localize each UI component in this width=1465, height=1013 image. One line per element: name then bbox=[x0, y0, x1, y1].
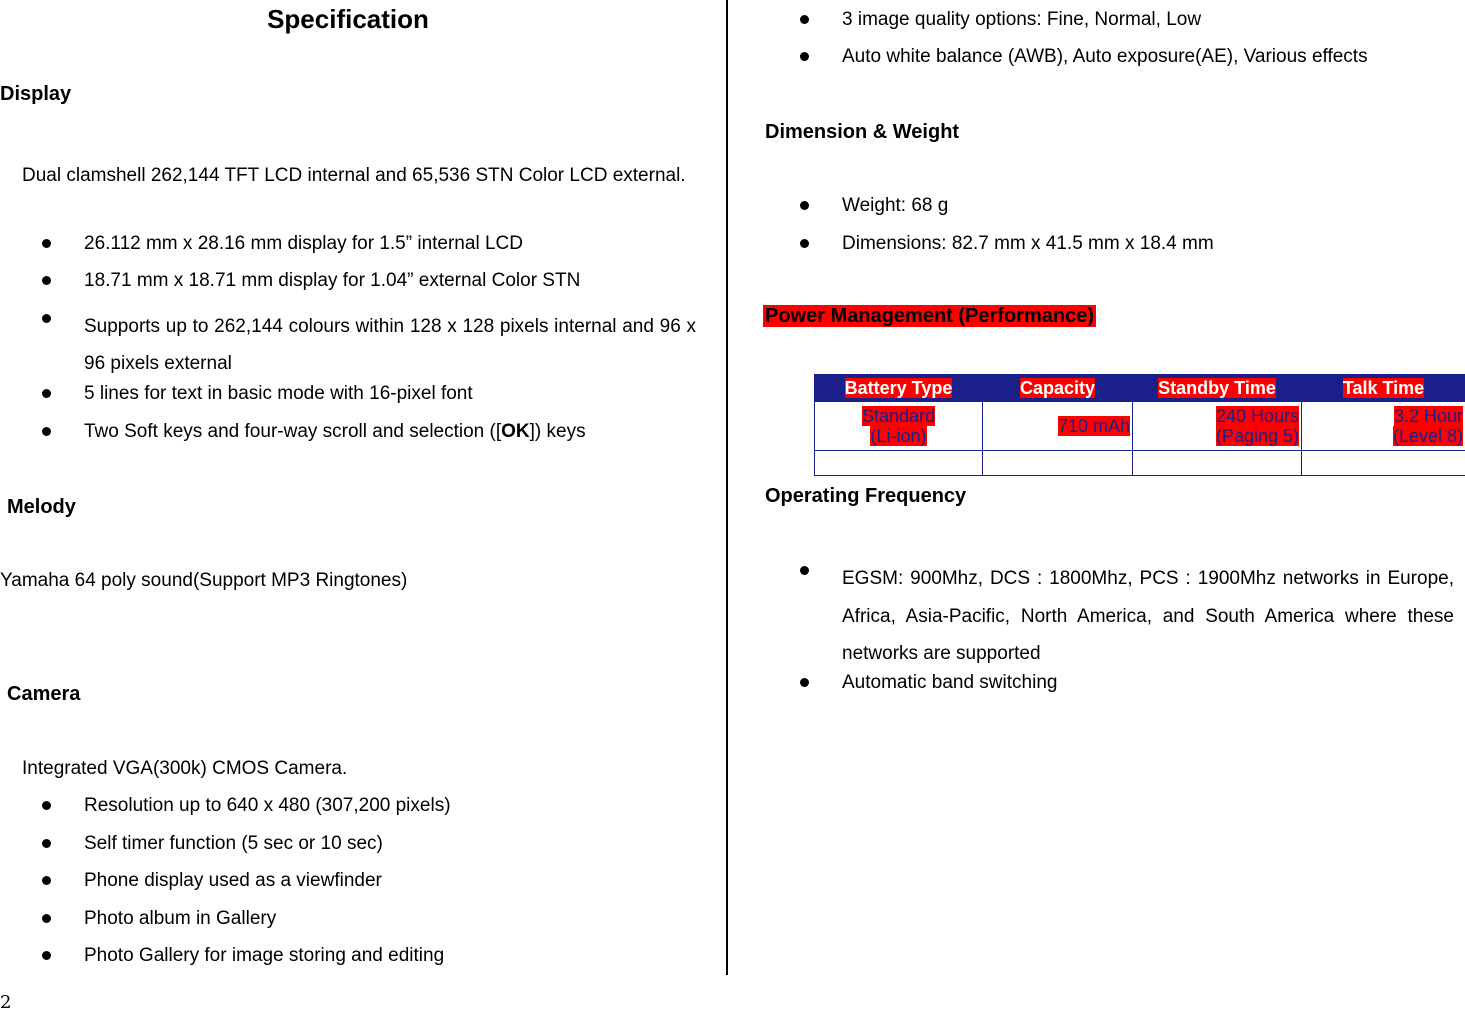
column-header-talk-time: Talk Time bbox=[1302, 375, 1465, 402]
camera-bullet-4: Photo album in Gallery bbox=[84, 908, 276, 930]
page-number: 2 bbox=[0, 992, 11, 1013]
bullet-icon bbox=[800, 678, 809, 687]
table-row bbox=[815, 402, 1465, 451]
bullet-icon bbox=[800, 239, 809, 248]
empty-cell bbox=[983, 451, 1133, 476]
camera-intro: Integrated VGA(300k) CMOS Camera. bbox=[22, 758, 347, 780]
power-heading: Power Management (Performance) bbox=[763, 300, 1096, 332]
power-table bbox=[814, 374, 1465, 476]
display-bullet-3: Supports up to 262,144 colours within 128 x 128 pixels internal and 96 x 96 pixels external bbox=[84, 308, 696, 382]
empty-cell bbox=[1302, 451, 1465, 476]
empty-cell bbox=[1133, 451, 1302, 476]
bullet-icon bbox=[42, 239, 51, 248]
display-bullet-5: Two Soft keys and four-way scroll and selection ([OK]) keys bbox=[84, 421, 586, 443]
camera-bullet-3: Phone display used as a viewfinder bbox=[84, 870, 382, 892]
display-intro: Dual clamshell 262,144 TFT LCD internal and 65,536 STN Color LCD external. bbox=[22, 157, 696, 194]
bullet-icon bbox=[42, 389, 51, 398]
battery-type-cell: Standard (Li-ion) bbox=[815, 402, 983, 451]
display-heading: Display bbox=[0, 83, 71, 106]
talk-time-cell: 3.2 Hour (Level 8) bbox=[1302, 402, 1465, 451]
frequency-bullet-2: Automatic band switching bbox=[842, 672, 1057, 694]
camera-bullet-1: Resolution up to 640 x 480 (307,200 pixels) bbox=[84, 795, 451, 817]
bullet-icon bbox=[42, 876, 51, 885]
standby-time-cell: 240 Hours (Paging 5) bbox=[1133, 402, 1302, 451]
column-divider bbox=[726, 0, 728, 975]
bullet-icon bbox=[800, 201, 809, 210]
bullet-icon bbox=[42, 801, 51, 810]
frequency-bullet-1: EGSM: 900Mhz, DCS : 1800Mhz, PCS : 1900Mhz networks in Europe, Africa, Asia-Pacific, North America, and South America where these networks are supported bbox=[842, 560, 1454, 673]
melody-heading: Melody bbox=[7, 496, 76, 519]
camera-bullet-7: Auto white balance (AWB), Auto exposure(AE), Various effects bbox=[842, 46, 1368, 68]
capacity-cell: 710 mAh bbox=[983, 402, 1133, 451]
bullet-icon bbox=[42, 276, 51, 285]
ok-key-label: OK bbox=[501, 421, 530, 442]
column-header-battery-type: Battery Type bbox=[815, 375, 983, 402]
bullet-icon bbox=[800, 15, 809, 24]
bullet-icon bbox=[42, 427, 51, 436]
camera-bullet-2: Self timer function (5 sec or 10 sec) bbox=[84, 833, 383, 855]
page-title: Specification bbox=[0, 4, 696, 35]
display-bullet-1: 26.112 mm x 28.16 mm display for 1.5” internal LCD bbox=[84, 233, 523, 255]
bullet-icon bbox=[800, 566, 809, 575]
bullet-icon bbox=[42, 951, 51, 960]
camera-bullet-5: Photo Gallery for image storing and editing bbox=[84, 945, 444, 967]
display-bullet-4: 5 lines for text in basic mode with 16-pixel font bbox=[84, 383, 473, 405]
dimension-bullet-1: Weight: 68 g bbox=[842, 195, 948, 217]
bullet-icon bbox=[42, 314, 51, 323]
empty-cell bbox=[815, 451, 983, 476]
bullet-icon bbox=[42, 914, 51, 923]
melody-text: Yamaha 64 poly sound(Support MP3 Ringtones) bbox=[0, 570, 407, 592]
column-header-capacity: Capacity bbox=[983, 375, 1133, 402]
column-header-standby-time: Standby Time bbox=[1133, 375, 1302, 402]
table-row bbox=[815, 451, 1465, 476]
display-bullet-2: 18.71 mm x 18.71 mm display for 1.04” external Color STN bbox=[84, 270, 580, 292]
bullet-icon bbox=[800, 52, 809, 61]
dimension-bullet-2: Dimensions: 82.7 mm x 41.5 mm x 18.4 mm bbox=[842, 233, 1214, 255]
camera-heading: Camera bbox=[7, 683, 80, 706]
frequency-heading: Operating Frequency bbox=[765, 485, 966, 508]
camera-bullet-6: 3 image quality options: Fine, Normal, Low bbox=[842, 9, 1201, 31]
power-table-header bbox=[815, 375, 1465, 402]
dimension-heading: Dimension & Weight bbox=[765, 121, 959, 144]
bullet-icon bbox=[42, 839, 51, 848]
